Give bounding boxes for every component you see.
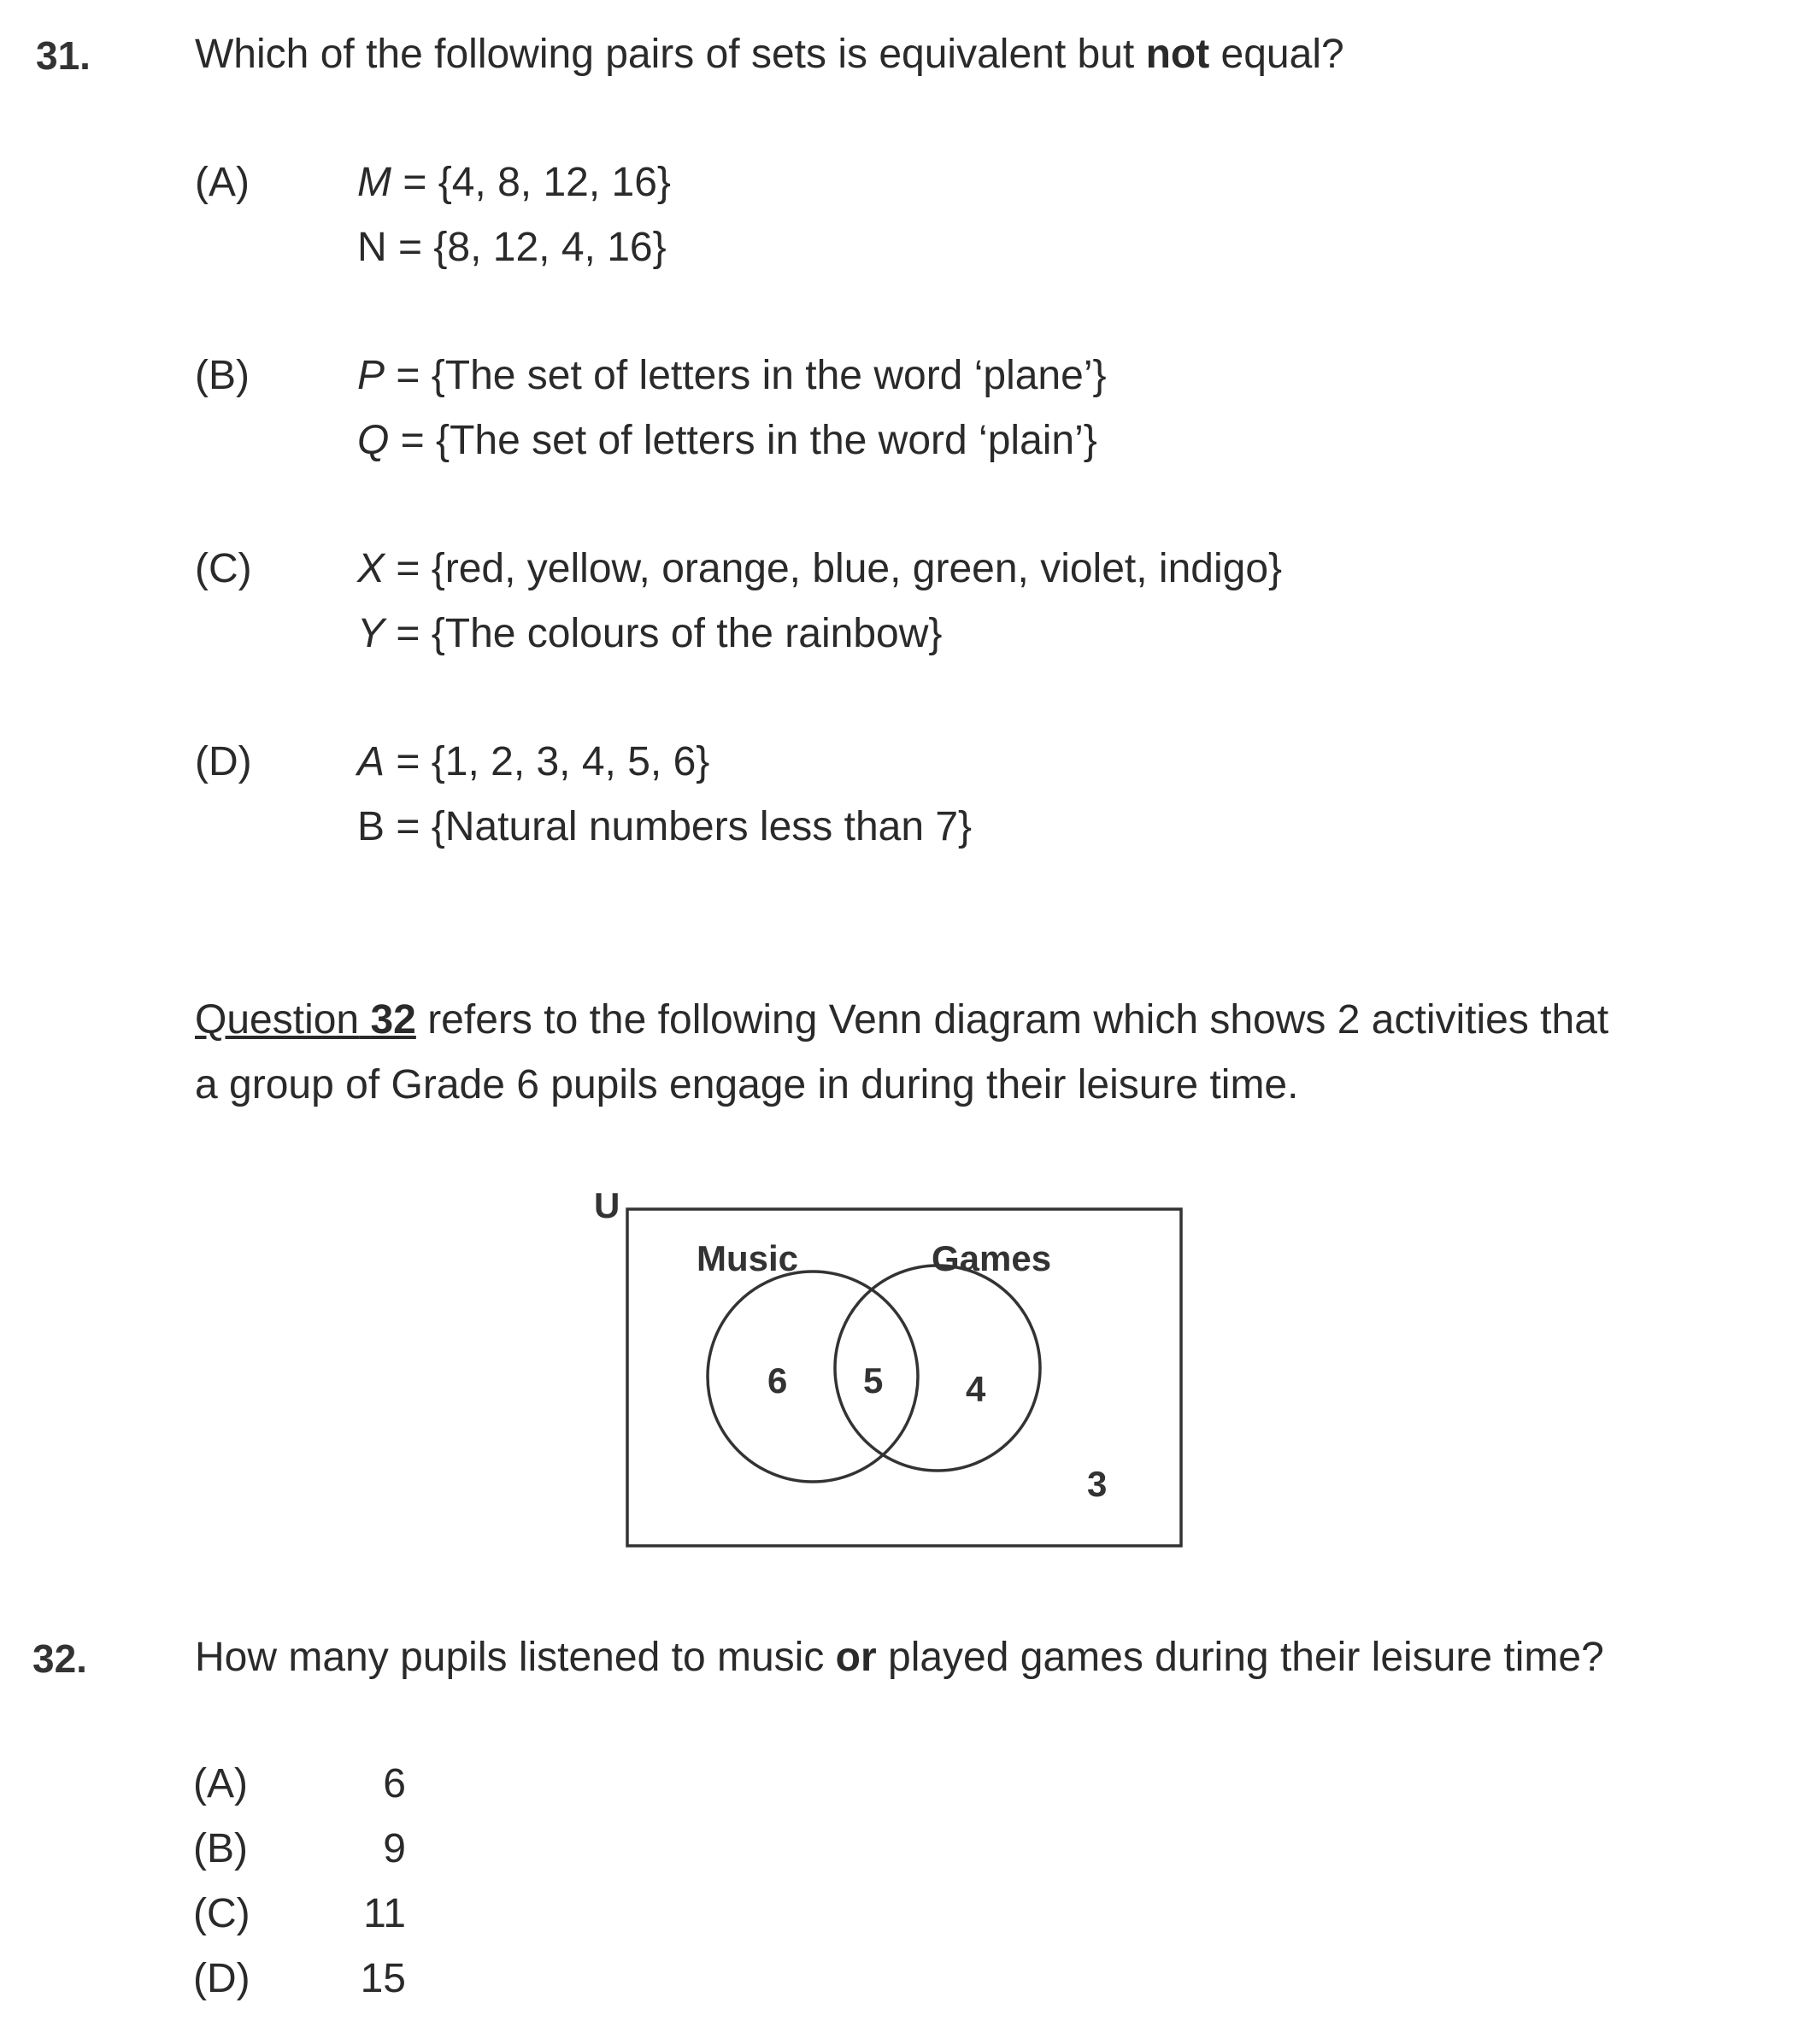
venn-intro-line1-rest: refers to the following Venn diagram which shows 2 activities that <box>415 997 1609 1043</box>
q31-option-c-line2 <box>357 610 942 657</box>
question-32-number: 32. <box>32 1636 87 1681</box>
question-32-stem <box>195 1634 1604 1681</box>
music-label: Music <box>697 1238 799 1278</box>
question-32-reference-number: 32 <box>370 997 416 1043</box>
q31-option-a-line2 <box>357 224 667 271</box>
q31-option-d-var2: B <box>357 804 385 849</box>
neither-count: 3 <box>1087 1464 1108 1504</box>
q31-option-d-rest1: = {1, 2, 3, 4, 5, 6} <box>385 739 710 784</box>
q31-option-d-line1 <box>357 738 709 785</box>
q31-option-d-line2 <box>357 803 972 850</box>
universal-set-label: U <box>594 1185 620 1225</box>
question-32-stem-post: played games during their leisure time? <box>876 1635 1604 1680</box>
q31-option-c-var1: X <box>357 546 385 591</box>
q31-option-a-var2: N <box>357 225 387 270</box>
games-label: Games <box>932 1238 1052 1278</box>
q32-option-a-letter: (A) <box>193 1761 248 1806</box>
q31-option-d-var1: A <box>357 739 385 784</box>
both-count: 5 <box>863 1360 884 1401</box>
q32-option-b-value: 9 <box>383 1826 406 1871</box>
venn-intro-line2: a group of Grade 6 pupils engage in during their leisure time. <box>195 1062 1299 1107</box>
q32-option-a-value: 6 <box>383 1761 406 1806</box>
q31-option-b-letter: (B) <box>195 353 250 398</box>
q31-option-a-rest1: = {4, 8, 12, 16} <box>391 160 671 205</box>
q32-option-c-letter: (C) <box>193 1891 250 1936</box>
q32-option-d-value: 15 <box>360 1956 406 2001</box>
q31-option-b-line1 <box>357 352 1107 399</box>
music-only-count: 6 <box>767 1360 788 1401</box>
q32-option-d-letter: (D) <box>193 1956 250 2001</box>
question-32-reference-word: Question <box>195 997 360 1043</box>
q31-option-d-rest2: = {Natural numbers less than 7} <box>385 804 973 849</box>
music-circle <box>708 1272 918 1482</box>
question-32-stem-pre: How many pupils listened to music <box>195 1635 836 1680</box>
q31-option-b-rest2: = {The set of letters in the word ‘plain’} <box>389 418 1097 463</box>
question-31-stem-post: equal? <box>1209 32 1344 77</box>
q31-option-c-var2: Y <box>357 611 385 656</box>
question-31-stem-pre: Which of the following pairs of sets is equivalent but <box>195 32 1146 77</box>
q32-option-b-letter: (B) <box>193 1826 248 1871</box>
question-32-stem-bold: or <box>835 1635 877 1680</box>
q31-option-c-rest2: = {The colours of the rainbow} <box>385 611 943 656</box>
q31-option-c-line1 <box>357 545 1282 592</box>
q31-option-d-letter: (D) <box>195 739 252 784</box>
question-32-reference <box>195 997 416 1043</box>
question-31-stem-bold: not <box>1145 32 1210 77</box>
q31-option-b-var1: P <box>357 353 385 398</box>
q31-option-c-letter: (C) <box>195 546 252 591</box>
q31-option-a-rest2: = {8, 12, 4, 16} <box>386 225 667 270</box>
q31-option-b-var2: Q <box>357 418 390 463</box>
q31-option-c-rest1: = {red, yellow, orange, blue, green, violet, indigo} <box>385 546 1283 591</box>
venn-diagram <box>581 1171 1196 1564</box>
question-31-stem <box>195 31 1344 78</box>
games-only-count: 4 <box>966 1369 986 1409</box>
q31-option-a-letter: (A) <box>195 160 250 205</box>
venn-intro-line1 <box>195 996 1608 1043</box>
q32-option-c-value: 11 <box>363 1891 406 1936</box>
q31-option-b-rest1: = {The set of letters in the word ‘plane’} <box>385 353 1107 398</box>
q31-option-a-var1: M <box>357 160 391 205</box>
q31-option-b-line2 <box>357 417 1097 464</box>
q31-option-a-line1 <box>357 159 671 206</box>
question-31-number: 31. <box>36 33 91 78</box>
